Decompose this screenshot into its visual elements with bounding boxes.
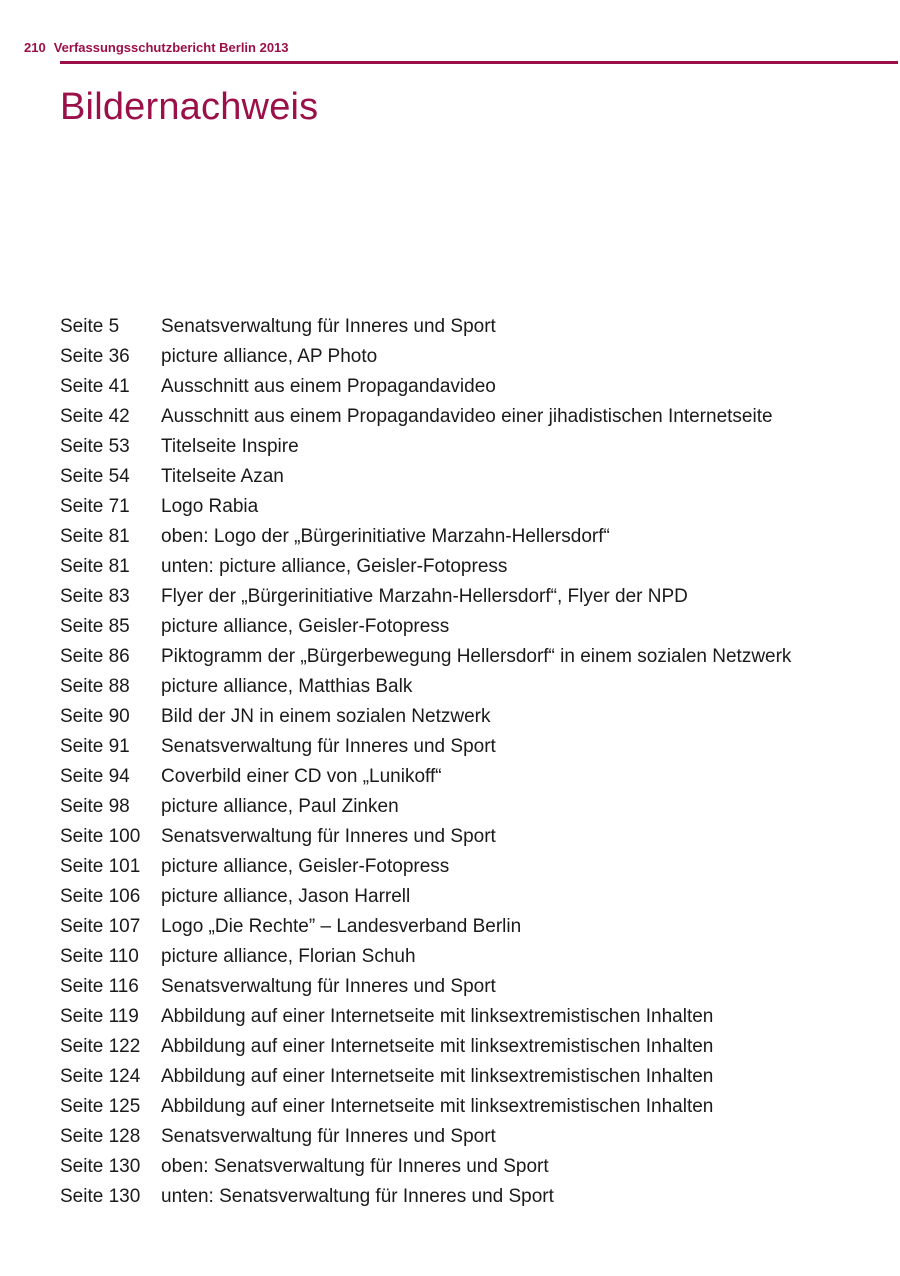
credit-source: Ausschnitt aus einem Propagandavideo einer jihadistischen Internetseite	[161, 406, 773, 427]
credit-source: unten: picture alliance, Geisler-Fotopress	[161, 556, 508, 577]
picture-credits-list	[60, 312, 860, 1212]
credit-row	[60, 852, 860, 882]
credit-source: picture alliance, Paul Zinken	[161, 796, 399, 817]
credit-page-reference: Seite 36	[60, 346, 130, 367]
credit-source: Abbildung auf einer Internetseite mit linksextremistischen Inhalten	[161, 1066, 714, 1087]
credit-row	[60, 762, 860, 792]
credit-source: oben: Senatsverwaltung für Inneres und Sport	[161, 1156, 549, 1177]
credit-row	[60, 1152, 860, 1182]
credit-page-reference: Seite 86	[60, 646, 130, 667]
credit-row	[60, 432, 860, 462]
credit-row	[60, 372, 860, 402]
credit-page-reference: Seite 83	[60, 586, 130, 607]
credit-page-reference: Seite 91	[60, 736, 130, 757]
credit-source: Senatsverwaltung für Inneres und Sport	[161, 1126, 496, 1147]
credit-source: Coverbild einer CD von „Lunikoff“	[161, 766, 442, 787]
credit-source: Ausschnitt aus einem Propagandavideo	[161, 376, 496, 397]
credit-source: Abbildung auf einer Internetseite mit linksextremistischen Inhalten	[161, 1096, 714, 1117]
credit-source: Senatsverwaltung für Inneres und Sport	[161, 316, 496, 337]
credit-source: Bild der JN in einem sozialen Netzwerk	[161, 706, 491, 727]
credit-page-reference: Seite 130	[60, 1186, 141, 1207]
report-title: Verfassungsschutzbericht Berlin 2013	[53, 40, 289, 55]
credit-page-reference: Seite 41	[60, 376, 130, 397]
credit-row	[60, 342, 860, 372]
credit-page-reference: Seite 107	[60, 916, 141, 937]
credit-page-reference: Seite 125	[60, 1096, 141, 1117]
credit-page-reference: Seite 85	[60, 616, 130, 637]
credit-row	[60, 522, 860, 552]
credit-source: Senatsverwaltung für Inneres und Sport	[161, 826, 496, 847]
credit-source: Abbildung auf einer Internetseite mit linksextremistischen Inhalten	[161, 1006, 714, 1027]
credit-page-reference: Seite 81	[60, 556, 130, 577]
credit-row	[60, 672, 860, 702]
credit-page-reference: Seite 116	[60, 976, 139, 997]
credit-row	[60, 1032, 860, 1062]
credit-page-reference: Seite 101	[60, 856, 141, 877]
credit-row	[60, 822, 860, 852]
credit-row	[60, 942, 860, 972]
page-number: 210	[24, 40, 46, 55]
credit-row	[60, 1182, 860, 1212]
credit-row	[60, 1092, 860, 1122]
credit-row	[60, 642, 860, 672]
credit-row	[60, 702, 860, 732]
credit-page-reference: Seite 110	[60, 946, 139, 967]
credit-source: picture alliance, AP Photo	[161, 346, 378, 367]
credit-source: Logo Rabia	[161, 496, 259, 517]
credit-source: oben: Logo der „Bürgerinitiative Marzahn-Hellersdorf“	[161, 526, 610, 547]
credit-row	[60, 882, 860, 912]
credit-source: Flyer der „Bürgerinitiative Marzahn-Hellersdorf“, Flyer der NPD	[161, 586, 688, 607]
credit-row	[60, 582, 860, 612]
credit-source: Titelseite Inspire	[161, 436, 299, 457]
credit-page-reference: Seite 71	[60, 496, 130, 517]
page-title: Bildernachweis	[60, 86, 319, 128]
credit-page-reference: Seite 122	[60, 1036, 141, 1057]
credit-page-reference: Seite 98	[60, 796, 130, 817]
credit-page-reference: Seite 106	[60, 886, 141, 907]
credit-source: Logo „Die Rechte” – Landesverband Berlin	[161, 916, 522, 937]
credit-page-reference: Seite 124	[60, 1066, 141, 1087]
credit-page-reference: Seite 94	[60, 766, 130, 787]
credit-row	[60, 1002, 860, 1032]
credit-page-reference: Seite 5	[60, 316, 120, 337]
header-divider	[60, 61, 898, 64]
credit-row	[60, 492, 860, 522]
credit-row	[60, 792, 860, 822]
credit-source: picture alliance, Jason Harrell	[161, 886, 411, 907]
credit-source: Piktogramm der „Bürgerbewegung Hellersdorf“ in einem sozialen Netzwerk	[161, 646, 792, 667]
credit-source: picture alliance, Geisler-Fotopress	[161, 616, 450, 637]
credit-source: Titelseite Azan	[161, 466, 284, 487]
credit-row	[60, 1122, 860, 1152]
credit-source: Abbildung auf einer Internetseite mit linksextremistischen Inhalten	[161, 1036, 714, 1057]
credit-page-reference: Seite 128	[60, 1126, 141, 1147]
credit-source: picture alliance, Geisler-Fotopress	[161, 856, 450, 877]
credit-source: unten: Senatsverwaltung für Inneres und Sport	[161, 1186, 554, 1207]
credit-page-reference: Seite 53	[60, 436, 130, 457]
credit-page-reference: Seite 119	[60, 1006, 139, 1027]
credit-row	[60, 912, 860, 942]
credit-row	[60, 462, 860, 492]
credit-row	[60, 402, 860, 432]
credit-row	[60, 732, 860, 762]
credit-source: Senatsverwaltung für Inneres und Sport	[161, 976, 496, 997]
credit-row	[60, 552, 860, 582]
running-header	[24, 40, 289, 55]
credit-page-reference: Seite 54	[60, 466, 130, 487]
credit-row	[60, 312, 860, 342]
credit-page-reference: Seite 88	[60, 676, 130, 697]
credit-page-reference: Seite 90	[60, 706, 130, 727]
credit-row	[60, 1062, 860, 1092]
credit-row	[60, 972, 860, 1002]
credit-page-reference: Seite 130	[60, 1156, 141, 1177]
credit-row	[60, 612, 860, 642]
credit-page-reference: Seite 81	[60, 526, 130, 547]
credit-page-reference: Seite 42	[60, 406, 130, 427]
credit-source: picture alliance, Matthias Balk	[161, 676, 413, 697]
credit-page-reference: Seite 100	[60, 826, 141, 847]
credit-source: picture alliance, Florian Schuh	[161, 946, 416, 967]
credit-source: Senatsverwaltung für Inneres und Sport	[161, 736, 496, 757]
